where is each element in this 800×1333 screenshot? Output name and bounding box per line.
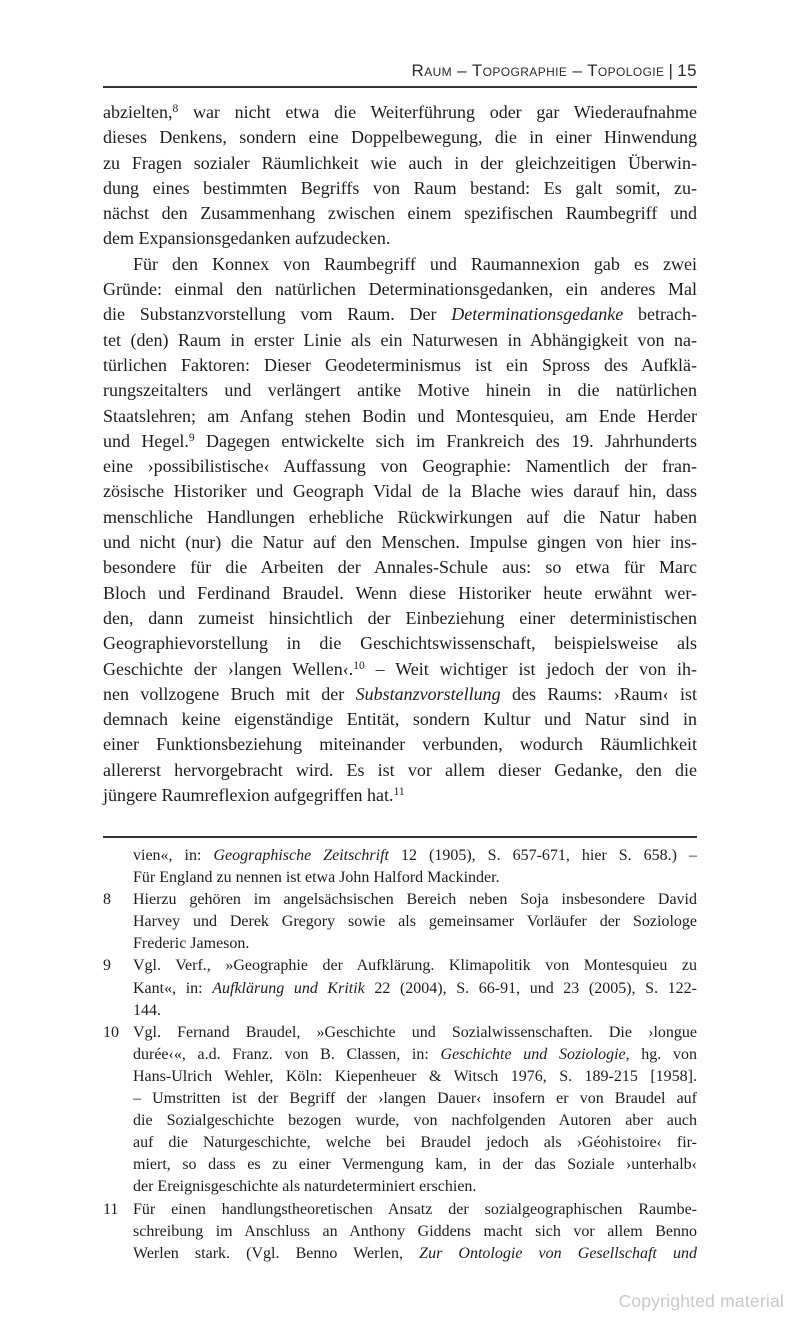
page-number: 15 bbox=[677, 61, 697, 80]
body-line: jüngere Raumreflexion aufgegriffen hat.$^{11}$ bbox=[103, 785, 405, 806]
body-line: Staatslehren; am Anfang stehen Bodin und Montesquieu, am Ende Herder bbox=[103, 405, 697, 426]
footnote-line: miert, so dass es zu einer Vermengung kam, in der das Soziale ›unterhalb‹ bbox=[133, 1156, 697, 1174]
footnote-line: Werlen stark. (Vgl. Benno Werlen, Zur Ontologie von Gesellschaft und bbox=[133, 1244, 698, 1262]
body-line: nächst den Zusammenhang zwischen einem spezifischen Raumbegriff und bbox=[103, 203, 697, 224]
body-line: menschliche Handlungen erhebliche Rückwirkungen auf die Natur haben bbox=[103, 506, 697, 527]
footnote-line: – Umstritten ist der Begriff der ›langen Dauer‹ insofern er von Braudel auf bbox=[133, 1090, 697, 1108]
footnote-number: 8 bbox=[103, 891, 111, 909]
footnote-number: 9 bbox=[103, 957, 111, 975]
body-line: tet (den) Raum in erster Linie als ein Naturwesen in Abhängigkeit von na- bbox=[103, 329, 697, 350]
body-line: zu Fragen sozialer Räumlichkeit wie auch in der gleichzeitigen Überwin- bbox=[103, 152, 697, 173]
footnote-ref: 8 bbox=[172, 103, 179, 115]
footnote-separator-rule bbox=[103, 836, 697, 838]
footnote-line: Kant«, in: Aufklärung und Kritik 22 (2004), S. 66-91, und 23 (2005), S. 122- bbox=[133, 979, 698, 997]
footnote-line: 10 Vgl. Fernand Braudel, »Geschichte und Sozialwissenschaften. Die ›longue bbox=[103, 1022, 697, 1044]
body-line: den, dann zumeist hinsichtlich der Einbeziehung einer deterministischen bbox=[103, 607, 697, 628]
footnote-line: auf die Naturgeschichte, welche bei Braudel jedoch als ›Géohistoire‹ fir- bbox=[133, 1134, 697, 1152]
body-line: eine ›possibilistische‹ Auffassung von Geographie: Namentlich der fran- bbox=[103, 456, 697, 477]
footnote-line: 11 Für einen handlungstheoretischen Ansatz der sozialgeographischen Raumbe- bbox=[103, 1199, 697, 1221]
body-line: zösische Historiker und Geograph Vidal de la Blache wies darauf hin, dass bbox=[103, 481, 697, 502]
footnote-line: 144. bbox=[133, 1001, 161, 1019]
footnote-line: der Ereignisgeschichte als naturdeterminiert erschien. bbox=[133, 1178, 477, 1196]
footnote-line: Für England zu nennen ist etwa John Halford Mackinder. bbox=[133, 869, 500, 887]
footnote-number: 10 bbox=[103, 1023, 119, 1041]
body-line: und Hegel.$^9$ Dagegen entwickelte sich im Frankreich des 19. Jahrhunderts bbox=[103, 430, 697, 451]
running-header-divider: | bbox=[668, 61, 674, 80]
body-line: nen vollzogene Bruch mit der Substanzvorstellung des Raums: ›Raum‹ ist bbox=[103, 683, 697, 704]
body-line: dieses Denkens, sondern eine Doppelbewegung, die in einer Hinwendung bbox=[103, 127, 697, 148]
footnote-line: Hans-Ulrich Wehler, Köln: Kiepenheuer & Witsch 1976, S. 189-215 [1958]. bbox=[133, 1067, 697, 1085]
footnote-number: 11 bbox=[103, 1200, 119, 1218]
footnote-ref: 11 bbox=[393, 786, 405, 799]
footnote-line: Harvey und Derek Gregory sowie als gemeinsamer Vorläufer der Soziologe bbox=[133, 913, 697, 931]
footnote-line: schreibung im Anschluss an Anthony Giddens macht sich vor allem Benno bbox=[133, 1222, 697, 1240]
body-line: und nicht (nur) die Natur auf den Menschen. Impulse gingen von hier ins- bbox=[103, 532, 697, 553]
footnote-ref: 9 bbox=[188, 431, 195, 444]
body-text bbox=[103, 100, 697, 808]
footnote-line: die Sozialgeschichte bezogen wurde, von nachfolgenden Autoren aber auch bbox=[133, 1112, 697, 1130]
body-line: Für den Konnex von Raumbegriff und Raumannexion gab es zwei bbox=[133, 253, 697, 274]
body-line: Geographievorstellung in die Geschichtswissenschaft, beispielsweise als bbox=[103, 633, 697, 654]
body-line: die Substanzvorstellung vom Raum. Der Determinationsgedanke betrach- bbox=[103, 304, 697, 325]
body-line: dem Expansionsgedanken aufzudecken. bbox=[103, 228, 391, 249]
body-line: Gründe: einmal den natürlichen Determinationsgedanken, ein anderes Mal bbox=[103, 279, 697, 300]
body-line: abzielten,$^8$ war nicht etwa die Weiterführung oder gar Wiederaufnahme bbox=[103, 102, 697, 122]
body-line: Bloch und Ferdinand Braudel. Wenn diese Historiker heute erwähnt wer- bbox=[103, 582, 697, 603]
running-header bbox=[103, 61, 697, 88]
copyright-watermark: Copyrighted material bbox=[618, 1291, 784, 1311]
body-line: einer Funktionsbeziehung miteinander verbunden, wodurch Räumlichkeit bbox=[103, 734, 697, 755]
body-line: rungszeitalters und verlängert antike Motive hinein in die natürlichen bbox=[103, 380, 697, 401]
running-header-title: Raum – Topographie – Topologie bbox=[411, 61, 665, 80]
footnote-ref: 10 bbox=[353, 659, 365, 672]
footnote-line: 9 Vgl. Verf., »Geographie der Aufklärung. Klimapolitik von Montesquieu zu bbox=[103, 955, 697, 977]
body-line: allererst hervorgebracht wird. Es ist vor allem dieser Gedanke, den die bbox=[103, 759, 697, 780]
body-line: Geschichte der ›langen Wellen‹.$^{10}$ – Weit wichtiger ist jedoch der von ih- bbox=[103, 658, 698, 679]
body-line: dung eines bestimmten Begriffs von Raum bestand: Es galt somit, zu- bbox=[103, 177, 697, 198]
body-line: demnach keine eigenständige Entität, sondern Kultur und Natur sind in bbox=[103, 709, 697, 730]
footnote-line: vien«, in: Geographische Zeitschrift 12 (1905), S. 657-671, hier S. 658.) – bbox=[133, 847, 698, 864]
body-line: türlichen Faktoren: Dieser Geodeterminismus ist ein Spross des Aufklä- bbox=[103, 354, 697, 375]
body-line: besondere für die Arbeiten der Annales-Schule aus: so etwa für Marc bbox=[103, 557, 697, 578]
footnotes-block bbox=[103, 845, 697, 1265]
footnote-line: durée‹«, a.d. Franz. von B. Classen, in: Geschichte und Soziologie, hg. von bbox=[133, 1045, 697, 1063]
footnote-line: 8 Hierzu gehören im angelsächsischen Bereich neben Soja insbesondere David bbox=[103, 889, 697, 911]
footnote-line: Frederic Jameson. bbox=[133, 935, 250, 953]
